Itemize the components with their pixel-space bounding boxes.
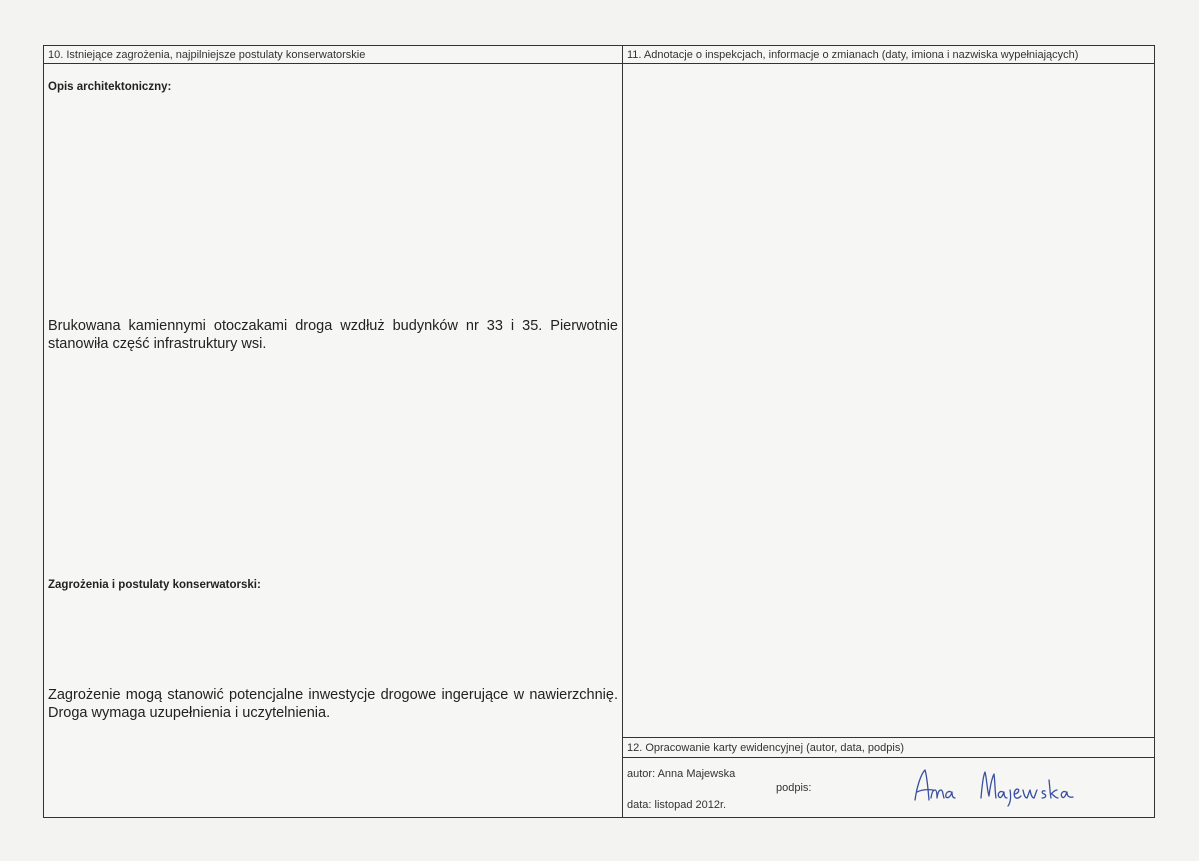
signature-label: podpis: (776, 782, 812, 794)
record-card-sheet (43, 45, 1155, 818)
section-12-header: 12. Opracowanie karty ewidencyjnej (autor, data, podpis) (627, 742, 904, 754)
divider (623, 757, 1154, 758)
author-label: autor: Anna Majewska (627, 768, 736, 780)
handwritten-signature (911, 762, 1091, 808)
section-10-header: 10. Istniejące zagrożenia, najpilniejsze postulaty konserwatorskie (48, 49, 366, 61)
section-11-header: 11. Adnotacje o inspekcjach, informacje o zmianach (daty, imiona i nazwiska wypełniających) (627, 49, 1079, 61)
architecture-text: Brukowana kamiennymi otoczakami droga wzdłuż budynków nr 33 i 35. Pierwotnie stanowiła część infrastruktury wsi. (48, 318, 618, 352)
architecture-label: Opis architektoniczny: (48, 81, 172, 93)
threats-label: Zagrożenia i postulaty konserwatorski: (48, 579, 261, 591)
divider (623, 63, 1154, 64)
section-12 (623, 737, 1154, 817)
section-10 (44, 46, 623, 817)
divider (44, 63, 622, 64)
date-label: data: listopad 2012r. (627, 799, 727, 811)
section-11 (623, 46, 1154, 817)
threats-text: Zagrożenie mogą stanowić potencjalne inwestycje drogowe ingerujące w nawierzchnię. Droga wymaga uzupełnienia i uczytelnienia. (48, 687, 618, 721)
